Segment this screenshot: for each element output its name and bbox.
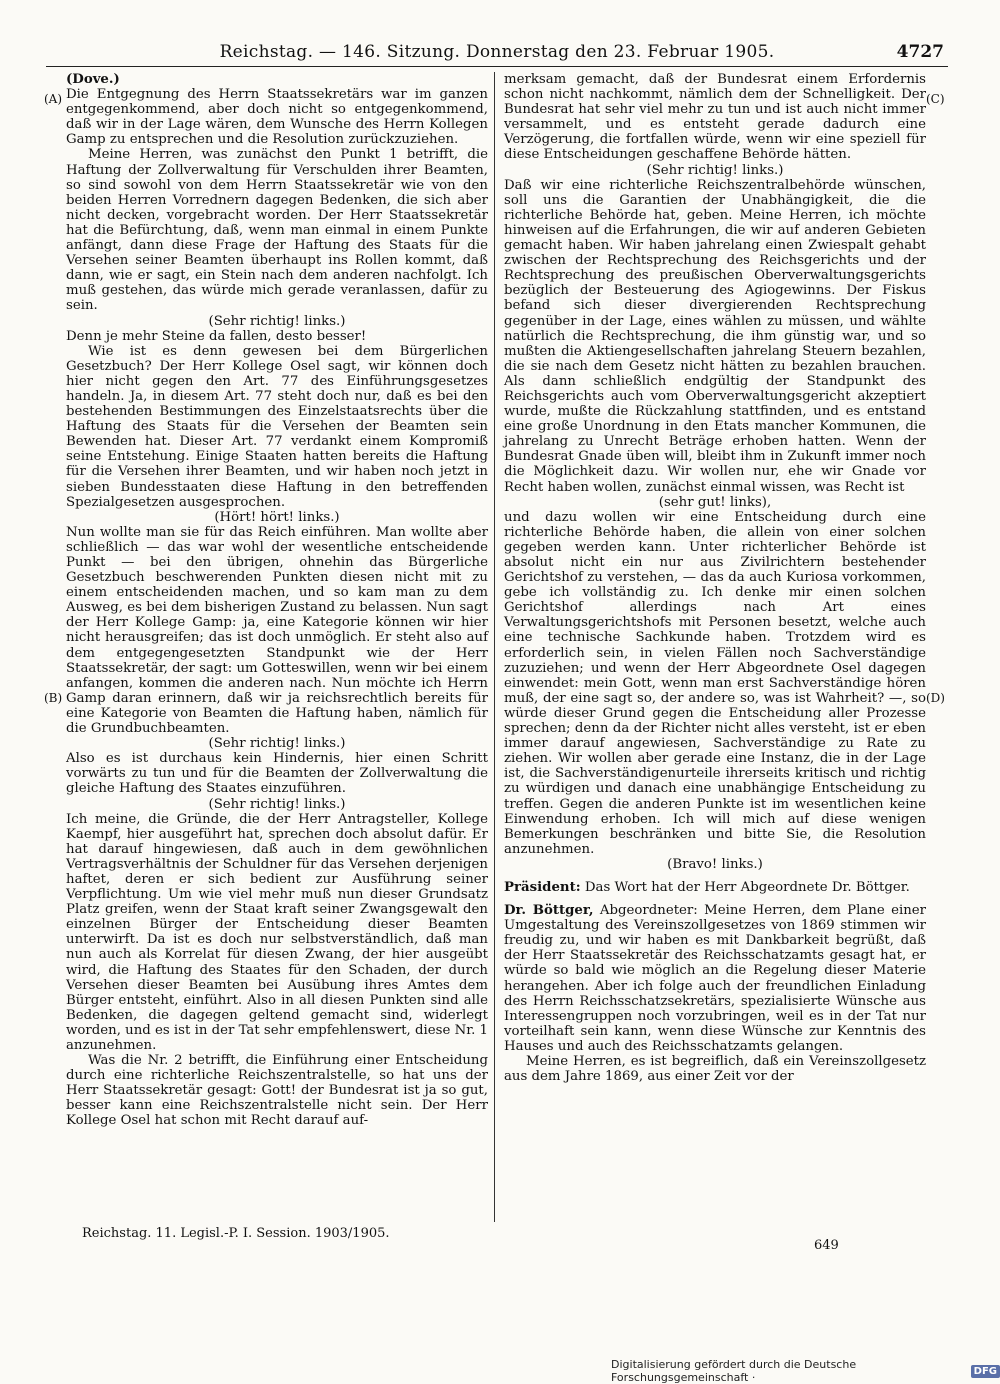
margin-marker-a: (A) — [44, 92, 63, 106]
paragraph: Ich meine, die Gründe, die der Herr Antragsteller, Kollege Kaempf, hier ausgeführt hat, sprechen doch absolut dafür. Er hat darauf hingewiesen, daß auch in dem gewöhnlichen Vertragsverhältnis der Schuldner für das Versehen derjenigen haftet, deren er sich bedient zur Ausführung seiner Verpflichtung. Um wie viel mehr muß nun dieser Grundsatz Platz greifen, wenn der Staat kraft seiner Zwangsgewalt den einzelnen Bürger der Entscheidung dieser Beamten unterwirft. Da ist es doch nur selbstverständlich, daß man nun auch als Korrelat für diesen Zwang, der hier ausgeübt wird, die Haftung des Staates für den Schaden, der durch Versehen dieser Beamten bei Ausübung ihres Amtes dem Bürger entsteht, einführt. Also in all diesen Punkten sind alle Bedenken, die dagegen geltend gemacht sind, widerlegt worden, und es ist in der Tat sehr empfehlenswert, diese Nr. 1 anzunehmen. — [66, 811, 489, 1053]
paragraph: Also es ist durchaus kein Hindernis, hier einen Schritt vorwärts zu tun und für die Beamten der Zollverwaltung die gleiche Haftung des Staates einzuführen. — [66, 751, 488, 797]
header-title: Reichstag. — 146. Sitzung. Donnerstag den 23. Februar 1905. — [219, 42, 775, 62]
digitization-text: Digitalisierung gefördert durch die Deutsche Forschungsgemeinschaft · — [611, 1358, 857, 1384]
interjection: (Hört! hört! links.) — [214, 509, 340, 525]
dfg-logo: DFG — [971, 1365, 1000, 1378]
margin-marker-d: (D) — [926, 691, 945, 705]
interjection: (Sehr richtig! links.) — [208, 313, 346, 329]
paragraph: Was die Nr. 2 betrifft, die Einführung einer Entscheidung durch eine richterliche Reichszentralstelle, so hat uns der Herr Staatssekretär gesagt: Gott! der Bundesrat ist ja so gut, besser kann eine Reichszentralstelle nicht sein. Der Herr Kollege Osel hat schon mit Recht darauf auf- — [66, 1053, 488, 1129]
margin-marker-c: (C) — [926, 92, 945, 106]
speech-paragraph — [504, 880, 926, 895]
interjection: (Sehr richtig! links.) — [208, 736, 346, 752]
speech-paragraph — [504, 903, 926, 1054]
running-header — [46, 40, 948, 67]
interjection: (Bravo! links.) — [667, 856, 763, 872]
paragraph: Die Entgegnung des Herrn Staatssekretärs war im ganzen entgegenkommend, aber doch nicht so entgegenkommend, daß wir in der Lage wären, dem Wunsche des Herrn Kollegen Gamp zu entsprechen und die Resolution zurückzuziehen. — [66, 87, 488, 148]
speech-text: Das Wort hat der Herr Abgeordnete Dr. Böttger. — [584, 879, 910, 895]
speaker-tag: (Dove.) — [66, 72, 120, 87]
paragraph: und dazu wollen wir eine Entscheidung durch eine richterliche Behörde haben, die allein von einer solchen gegeben werden kann. Unter richterlicher Behörde ist absolut nicht ein nur aus Zivilrichtern bestehender Gerichtshof zu verstehen, — das da auch Kuriosa vorkommen, gebe ich vollständig zu. Ich denke mir einen solchen Gerichtshof allerdings nach Art eines Verwaltungsgerichtshofs mit Personen besetzt, welche auch eine technische Sachkunde haben. Trotzdem wird es erforderlich sein, in vielen Fällen noch Sachverständige zuzuziehen; und wenn der Herr Abgeordnete Osel dagegen einwendet: mein Gott, wenn man erst Sachverständige hören muß, der eine sagt so, der andere so, was ist Wahrheit? —, so würde dieser Grund gegen die Entscheidung aller Prozesse sprechen; denn da der Richter nicht alles versteht, ist er eben immer darauf angewiesen, Sachverständige zu Rate zu ziehen. Wir wollen aber gerade eine Instanz, die in der Lage ist, die Sachverständigenurteile ihrerseits kritisch und richtig zu würdigen und danach eine unabhängige Entscheidung zu treffen. Gegen die anderen Punkte ist im wesentlichen keine Einwendung erhoben. Ich will mich auf diese wenigen Bemerkungen beschränken und bitte Sie, die Resolution anzunehmen. — [504, 509, 926, 857]
paragraph: Nun wollte man sie für das Reich einführen. Man wollte aber schließlich — das war wohl der wesentliche entscheidende Punkt — bei den übrigen, ohnehin das Bürgerliche Gesetzbuch beschwerenden Punkten diesen nicht mit zu einem entscheidenden machen, und so kam man zu dem Ausweg, es bei dem bisherigen Zustand zu belassen. Nun sagt der Herr Kollege Gamp: ja, eine Kategorie können wir hier nicht herausgreifen; das ist doch unmöglich. Er steht also auf dem entgegengesetzten Standpunkt wie der Herr Staatssekretär, der sagt: um Gotteswillen, wenn wir bei einem anfangen, kommen die anderen nach. Nun möchte ich Herrn Gamp daran erinnern, daß wir ja reichsrechtlich bereits für eine Kategorie von Beamten die Haftung haben, nämlich für die Grundbuchbeamten. — [66, 524, 488, 737]
margin-marker-b: (B) — [44, 691, 63, 705]
column-divider — [494, 72, 495, 1222]
page-number: 4727 — [896, 42, 944, 62]
speech-text: Abgeordneter: Meine Herren, dem Plane einer Umgestaltung des Vereinszollgesetzes von 1869 stimmen wir freudig zu, und wir haben es mit Dankbarkeit begrüßt, daß der Herr Staatssekretär des Reichsschatzamts gesagt hat, er würde so bald wie möglich an die Regelung dieser Materie herangehen. Aber ich folge auch der freundlichen Einladung des Herrn Reichsschatzsekretärs, spezialisierte Wünsche aus Interessengruppen noch vorzubringen, weil es in der Tat nur vorteilhaft sein kann, wenn diese Wünsche zur Kenntnis des Hauses und auch des Reichsschatzamts gelangen. — [504, 903, 926, 1054]
paragraph: merksam gemacht, daß der Bundesrat einem Erfordernis schon nicht nachkommt, nämlich dem der Schnelligkeit. Der Bundesrat hat sehr viel mehr zu tun und ist auch nicht immer versammelt, und es entsteht gerade dadurch eine Verzögerung, die fortfallen würde, wenn wir eine speziell für diese Entscheidungen geschaffene Behörde hätten. — [504, 72, 926, 163]
paragraph: Daß wir eine richterliche Reichszentralbehörde wünschen, soll uns die Garantien der Unabhängigkeit, die die richterliche Behörde hat, geben. Meine Herren, ich möchte hinweisen auf die Erfahrungen, die wir auf anderen Gebieten gemacht haben. Wir haben jahrelang einen Zwiespalt gehabt zwischen der Rechtsprechung des Reichsgerichts und der Rechtsprechung des preußischen Oberverwaltungsgerichts bezüglich der Besteuerung des Agiogewinns. Der Fiskus befand sich dieser divergierenden Rechtsprechung gegenüber in der Lage, eines wählen zu müssen, und wählte natürlich die Rechtsprechung, die ihm günstig war, und so mußten die Aktiengesellschaften jahrelang Steuern bezahlen, die sie nach dem Gesetz nicht hätten zu bezahlen brauchen. Als dann schließlich endgültig der Standpunkt des Reichsgerichts auch vom Oberverwaltungsgericht akzeptiert wurde, mußte die Rückzahlung stattfinden, und es entstand eine große Unordnung in den Etats mancher Kommunen, die jahrelang zu Unrecht Beträge erhoben hatten. Wenn der Bundesrat Gnade üben will, bleibt ihm in Zukunft immer noch die Möglichkeit dazu. Wir wollen nur, ehe wir Gnade vor Recht haben wollen, zunächst einmal wissen, was Recht ist — [504, 177, 926, 495]
paragraph: Denn je mehr Steine da fallen, desto besser! — [66, 328, 367, 344]
speaker-name: Dr. Böttger, — [504, 903, 594, 919]
interjection: (Sehr richtig! links.) — [646, 162, 784, 178]
left-column — [66, 72, 488, 1129]
paragraph: Meine Herren, es ist begreiflich, daß ein Vereinszollgesetz aus dem Jahre 1869, aus einer Zeit vor der — [504, 1054, 926, 1085]
interjection: (sehr gut! links), — [658, 494, 772, 510]
paragraph: Meine Herren, was zunächst den Punkt 1 betrifft, die Haftung der Zollverwaltung für Verschulden ihrer Beamten, so sind sowohl von dem Herrn Staatssekretär wie von den beiden Herren Vorrednern dagegen Bedenken, die sich aber nicht decken, vorgebracht worden. Der Herr Staatssekretär hat die Befürchtung, daß, wenn man einmal in einem Punkte anfängt, dann diese Frage der Haftung des Staats für die Versehen seiner Beamten überhaupt ins Rollen kommt, daß dann, wie er sagt, ein Stein nach dem anderen nachfolgt. Ich muß gestehen, das würde mich gerade veranlassen, dafür zu sein. — [66, 147, 488, 314]
interjection: (Sehr richtig! links.) — [208, 796, 346, 812]
footer-sheet-number: 649 — [814, 1238, 839, 1253]
footer-session-info: Reichstag. 11. Legisl.-P. I. Session. 1903/1905. — [82, 1226, 390, 1241]
right-column — [504, 72, 926, 1084]
digitization-credit — [611, 1358, 1000, 1384]
paragraph: Wie ist es denn gewesen bei dem Bürgerlichen Gesetzbuch? Der Herr Kollege Osel sagt, wir können doch hier nicht gegen den Art. 77 des Einführungsgesetzes handeln. Ja, in diesem Art. 77 steht doch nur, daß es bei den bestehenden Bestimmungen des Einzelstaatsrechts über die Haftung des Staats für die Versehen der Beamten sein Bewenden hat. Dieser Art. 77 verdankt einem Kompromiß seine Entstehung. Einige Staaten hatten bereits die Haftung für die Versehen ihrer Beamten, und wir haben noch jetzt in sieben Bundesstaaten diese Haftung in den betreffenden Spezialgesetzen ausgesprochen. — [66, 343, 488, 510]
speaker-name: Präsident: — [504, 879, 581, 895]
